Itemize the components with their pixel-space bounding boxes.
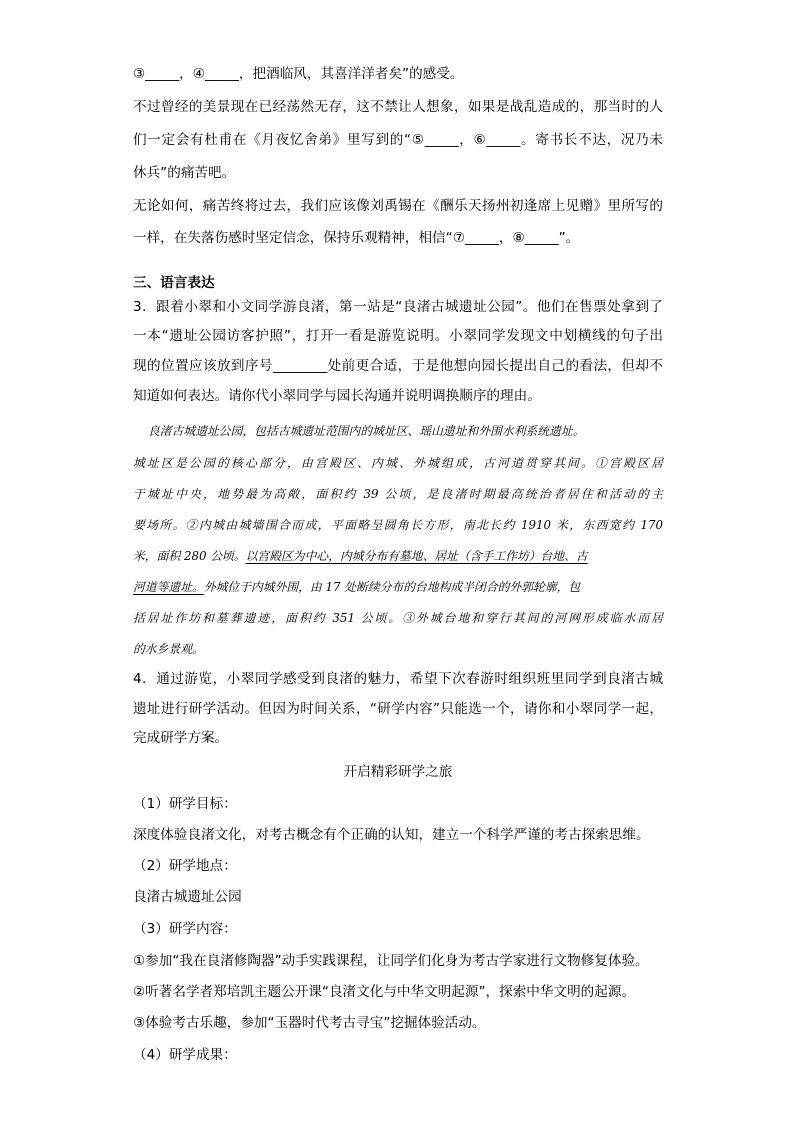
passage-line bbox=[133, 577, 580, 597]
passage-line: 的水乡景观。 bbox=[133, 642, 204, 656]
plan-title: 开启精彩研学之旅 bbox=[343, 764, 453, 780]
passage-text: 米，面积 280 公顷。 bbox=[133, 549, 246, 563]
underlined-sentence: 河道等遗址。 bbox=[133, 580, 204, 594]
section-heading: 三、语言表达 bbox=[133, 275, 215, 291]
plan-result-label: （4）研学成果： bbox=[133, 1047, 237, 1063]
question-3-line: 3．跟着小翠和小文同学游良渚，第一站是“良渚古城遗址公园”。他们在售票处拿到了 bbox=[133, 299, 663, 315]
plan-goal-label: （1）研学目标： bbox=[133, 796, 237, 812]
question-4-line: 遗址进行研学活动。但因为时间关系，“研学内容”只能选一个，请你和小翠同学一起， bbox=[133, 701, 663, 717]
plan-place-text: 良渚古城遗址公园 bbox=[133, 889, 242, 905]
plan-place-label: （2）研学地点： bbox=[133, 858, 237, 874]
poem-line: 不过曾经的美景现在已经荡然无存，这不禁让人想象，如果是战乱造成的，那当时的人 bbox=[133, 99, 663, 115]
question-4-line: 4．通过游览，小翠同学感受到良渚的魅力，希望下次春游时组织班里同学到良渚古城 bbox=[133, 671, 663, 687]
poem-line: 无论如何，痛苦终将过去，我们应该像刘禹锡在《酬乐天扬州初逢席上见赠》里所写的 bbox=[133, 198, 663, 214]
poem-line: 一样，在失落伤感时坚定信念，保持乐观精神，相信“⑦_____，⑧_____”。 bbox=[133, 230, 580, 246]
plan-content-label: （3）研学内容： bbox=[133, 921, 237, 937]
question-3-line: 一本“遗址公园访客护照”，打开一看是游览说明。小翠同学发现文中划横线的句子出 bbox=[133, 328, 663, 344]
passage-line: 于城址中央，地势最为高敞，面积约 39 公顷，是良渚时期最高统治者居住和活动的主 bbox=[133, 487, 663, 501]
poem-line: 们一定会有杜甫在《月夜忆舍弟》里写到的“⑤_____，⑥_____。寄书长不达，况乃未 bbox=[133, 132, 663, 148]
plan-content-item: ②听著名学者郑培凯主题公开课“良渚文化与中华文明起源”，探索中华文明的起源。 bbox=[133, 984, 636, 1000]
underlined-sentence: 以宫殿区为中心，内城分布有墓地、居址（含手工作坊）台地、古 bbox=[245, 549, 588, 563]
passage-line bbox=[133, 546, 588, 566]
plan-content-item: ③体验考古乐趣，参加“玉器时代考古寻宝”挖掘体验活动。 bbox=[133, 1015, 486, 1031]
passage-line: 括居址作坊和墓葬遗迹，面积约 351 公顷。③外城台地和穿行其间的河网形成临水而居 bbox=[133, 611, 663, 625]
passage-text: 外城位于内城外围，由 17 处断续分布的台地构成半闭合的外郭轮廓，包 bbox=[203, 580, 581, 594]
plan-goal-text: 深度体验良渚文化，对考古概念有个正确的认知，建立一个科学严谨的考古探索思维。 bbox=[133, 827, 650, 843]
question-3-line: 现的位置应该放到序号________处前更合适，于是他想向园长提出自己的看法，但却不 bbox=[133, 358, 663, 374]
poem-line: 休兵”的痛苦吧。 bbox=[133, 165, 236, 181]
passage-line: 城址区是公园的核心部分，由宫殿区、内城、外城组成，古河道贯穿其间。①宫殿区居 bbox=[133, 456, 663, 470]
plan-content-item: ①参加“我在良渚修陶器”动手实践课程，让同学们化身为考古学家进行文物修复体验。 bbox=[133, 953, 649, 969]
passage-line: 良渚古城遗址公园，包括古城遗址范围内的城址区、瑶山遗址和外围水利系统遗址。 bbox=[148, 424, 585, 438]
question-4-line: 完成研学方案。 bbox=[133, 730, 229, 746]
passage-line: 要场所。②内城由城墙围合而成，平面略呈圆角长方形，南北长约 1910 米，东西宽约 170 bbox=[133, 518, 663, 532]
question-3-line: 知道如何表达。请你代小翠同学与园长沟通并说明调换顺序的理由。 bbox=[133, 388, 541, 404]
poem-line: ③_____，④_____，把酒临风，其喜洋洋者矣”的感受。 bbox=[133, 66, 464, 82]
